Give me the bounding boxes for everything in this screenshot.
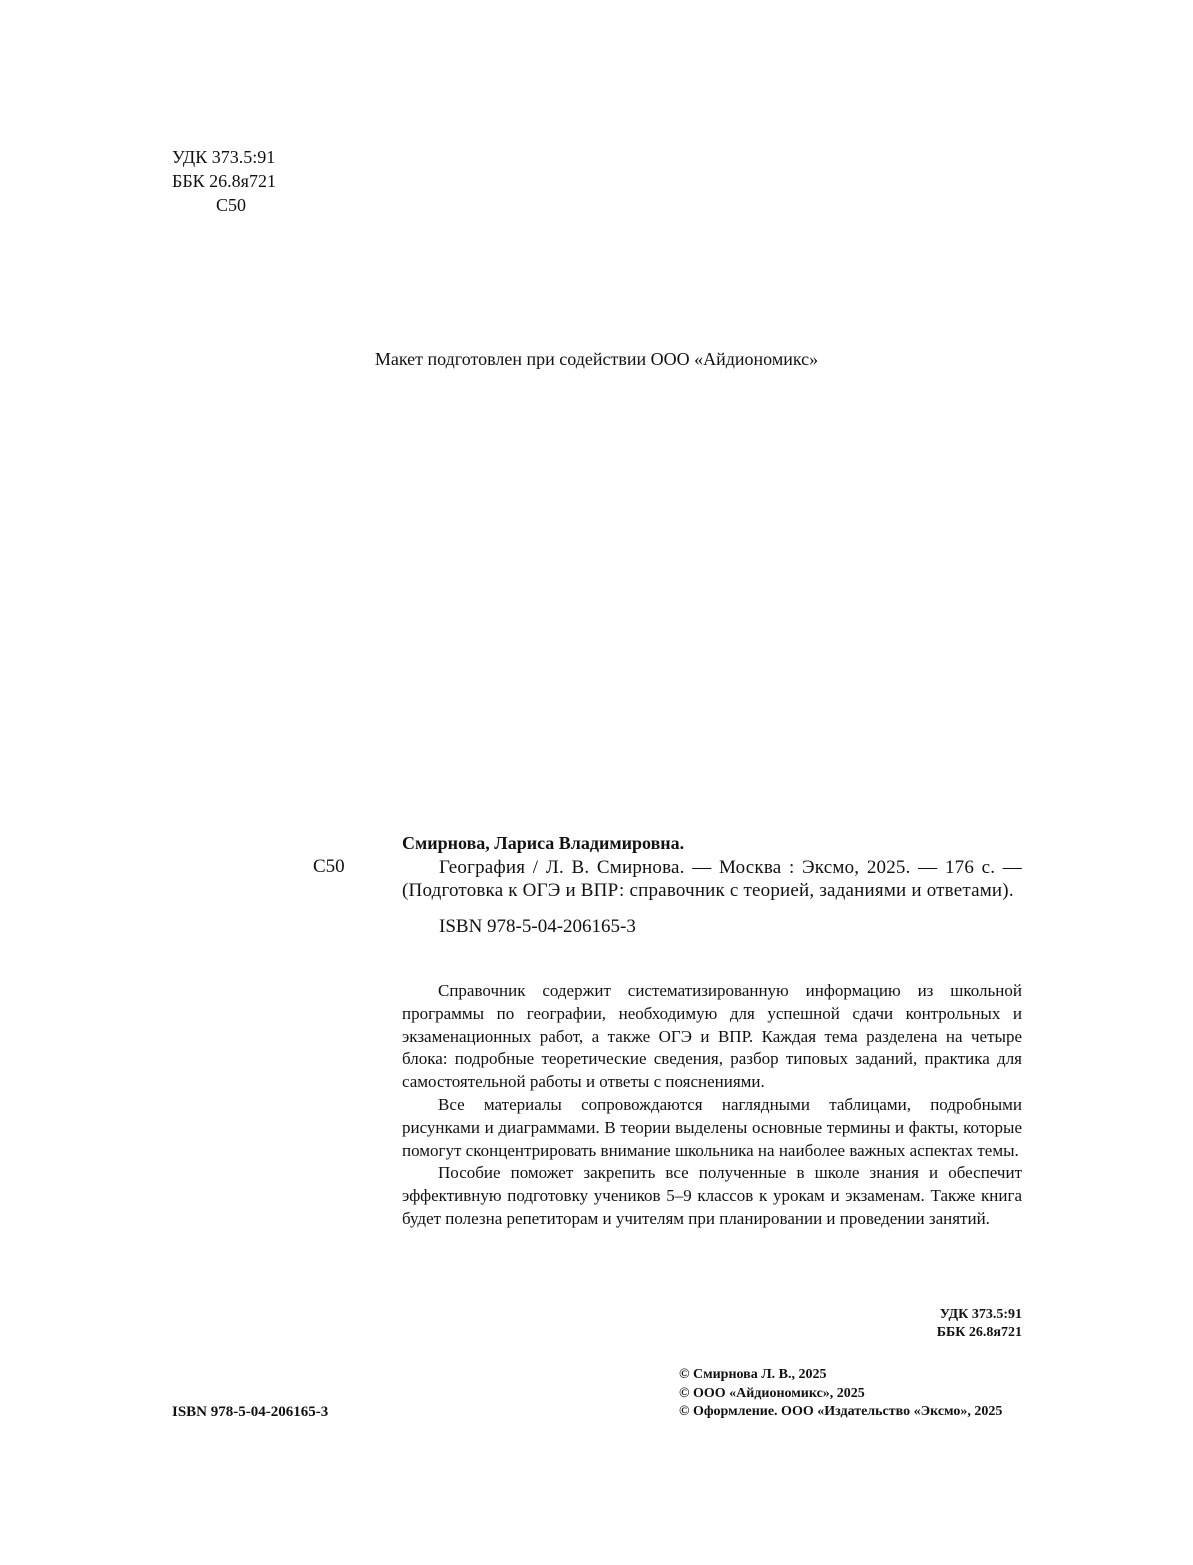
- annotation-paragraph: Пособие поможет закрепить все полученные в школе знания и обеспечит эффективную подготовку учеников 5–9 классов к урокам и экзаменам. Также книга будет полезна репетиторам и учителям при планировании и проведении занятий.: [402, 1163, 1022, 1228]
- copyright-line: © Оформление. ООО «Издательство «Эксмо», 2025: [679, 1404, 1003, 1419]
- udk-code-footer: УДК 373.5:91: [939, 1307, 1022, 1322]
- bbk-code: ББК 26.8я721: [172, 171, 276, 191]
- copyright-line: © ООО «Айдиономикс», 2025: [679, 1385, 865, 1401]
- annotation-paragraph: Все материалы сопровождаются наглядными таблицами, подробными рисунками и диаграммами. В теории выделены основные термины и факты, которые помогут сконцентрировать внимание школьника на наиболее важных аспектах темы.: [402, 1094, 1022, 1160]
- card-bibliographic-entry: География / Л. В. Смирнова. — Москва : Эксмо, 2025. — 176 с. — (Подготовка к ОГЭ и ВПР: справочник с теорией, заданиями и ответами).: [402, 856, 1022, 901]
- classification-footer: [902, 1306, 1022, 1342]
- copyright-block: [679, 1366, 1002, 1422]
- isbn-footer: ISBN 978-5-04-206165-3: [172, 1404, 329, 1420]
- layout-credit: Макет подготовлен при содействии ООО «Айдиономикс»: [374, 349, 819, 369]
- classification-block: [172, 145, 276, 217]
- card-isbn: ISBN 978-5-04-206165-3: [439, 915, 636, 937]
- copyright-line: © Смирнова Л. В., 2025: [679, 1367, 827, 1382]
- catalog-card: [402, 832, 1022, 938]
- annotation: [402, 980, 1022, 1231]
- author-sign: С50: [216, 195, 247, 215]
- bbk-code-footer: ББК 26.8я721: [936, 1325, 1022, 1340]
- card-author: Смирнова, Лариса Владимировна.: [402, 833, 685, 853]
- udk-code: УДК 373.5:91: [172, 147, 276, 167]
- annotation-paragraph: Справочник содержит систематизированную информацию из школьной программы по географии, необходимую для успешной сдачи контрольных и экзаменационных работ, а также ОГЭ и ВПР. Каждая тема разделена на четыре блока: подробные теоретические сведения, разбор типовых заданий, практика для самостоятельной работы и ответы с пояснениями.: [402, 981, 1022, 1092]
- catalog-card-code: С50: [313, 856, 345, 877]
